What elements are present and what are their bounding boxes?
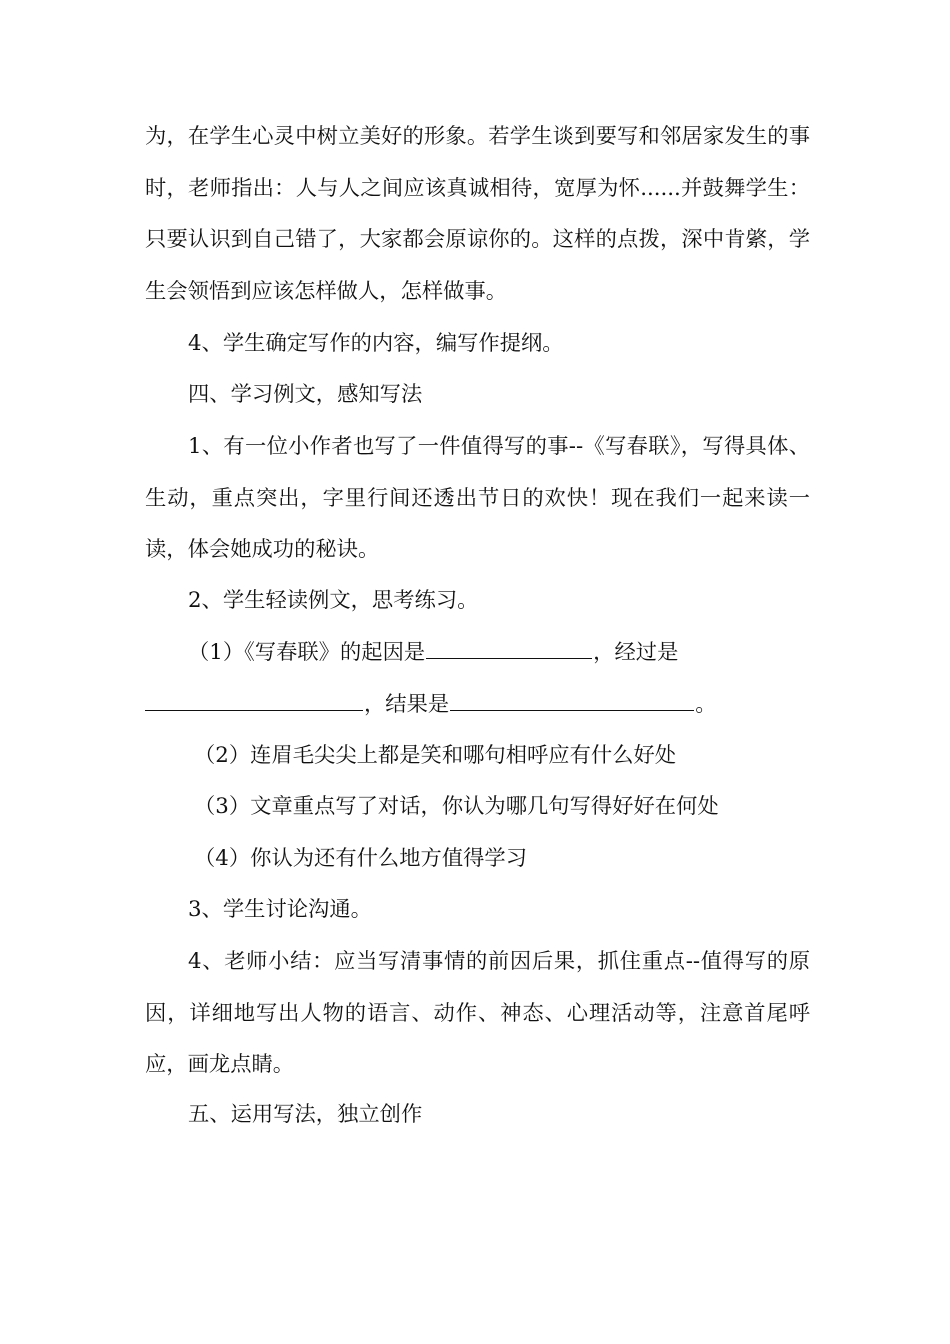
section-heading-4: 四、学习例文，感知写法 — [188, 382, 423, 407]
paragraph-step-4: 4、学生确定写作的内容，编写作提纲。 — [188, 331, 564, 356]
paragraph-teacher-summary: 4、老师小结：应当写清事情的前因后果，抓住重点--值得写的原因，详细地写出人物的语言、动作、神态、心理活动等，注意首尾呼应，画龙点睛。 — [145, 949, 810, 1077]
paragraph-step-2: 2、学生轻读例文，思考练习。 — [188, 588, 479, 613]
paragraph-step-3: 3、学生讨论沟通。 — [188, 897, 372, 922]
paragraph-example-intro: 1、有一位小作者也写了一件值得写的事--《写春联》，写得具体、生动，重点突出，字里行间还透出节日的欢快！现在我们一起来读一读，体会她成功的秘诀。 — [145, 434, 810, 562]
question-1-process-label: ，经过是 — [593, 640, 679, 665]
process-blank — [145, 682, 363, 711]
question-1-line-2 — [145, 679, 810, 731]
question-2: （2）连眉毛尖尖上都是笑和哪句相呼应有什么好处 — [194, 743, 677, 768]
section-heading-5: 五、运用写法，独立创作 — [188, 1102, 423, 1127]
result-blank — [450, 682, 694, 711]
question-4: （4）你认为还有什么地方值得学习 — [194, 846, 528, 871]
question-1-cause-label: （1）《写春联》的起因是 — [188, 640, 426, 665]
question-1-result-label: ，结果是 — [364, 692, 450, 717]
cause-blank — [426, 630, 592, 659]
question-1-end: 。 — [695, 692, 717, 717]
paragraph-continuation: 为，在学生心灵中树立美好的形象。若学生谈到要写和邻居家发生的事时，老师指出：人与人之间应该真诚相待，宽厚为怀......并鼓舞学生：只要认识到自己错了，大家都会原谅你的。这样的点拨，深中肯綮，学生会领悟到应该怎样做人，怎样做事。 — [145, 124, 810, 304]
question-3: （3）文章重点写了对话，你认为哪几句写得好好在何处 — [194, 794, 719, 819]
question-1-line-1 — [145, 627, 810, 679]
